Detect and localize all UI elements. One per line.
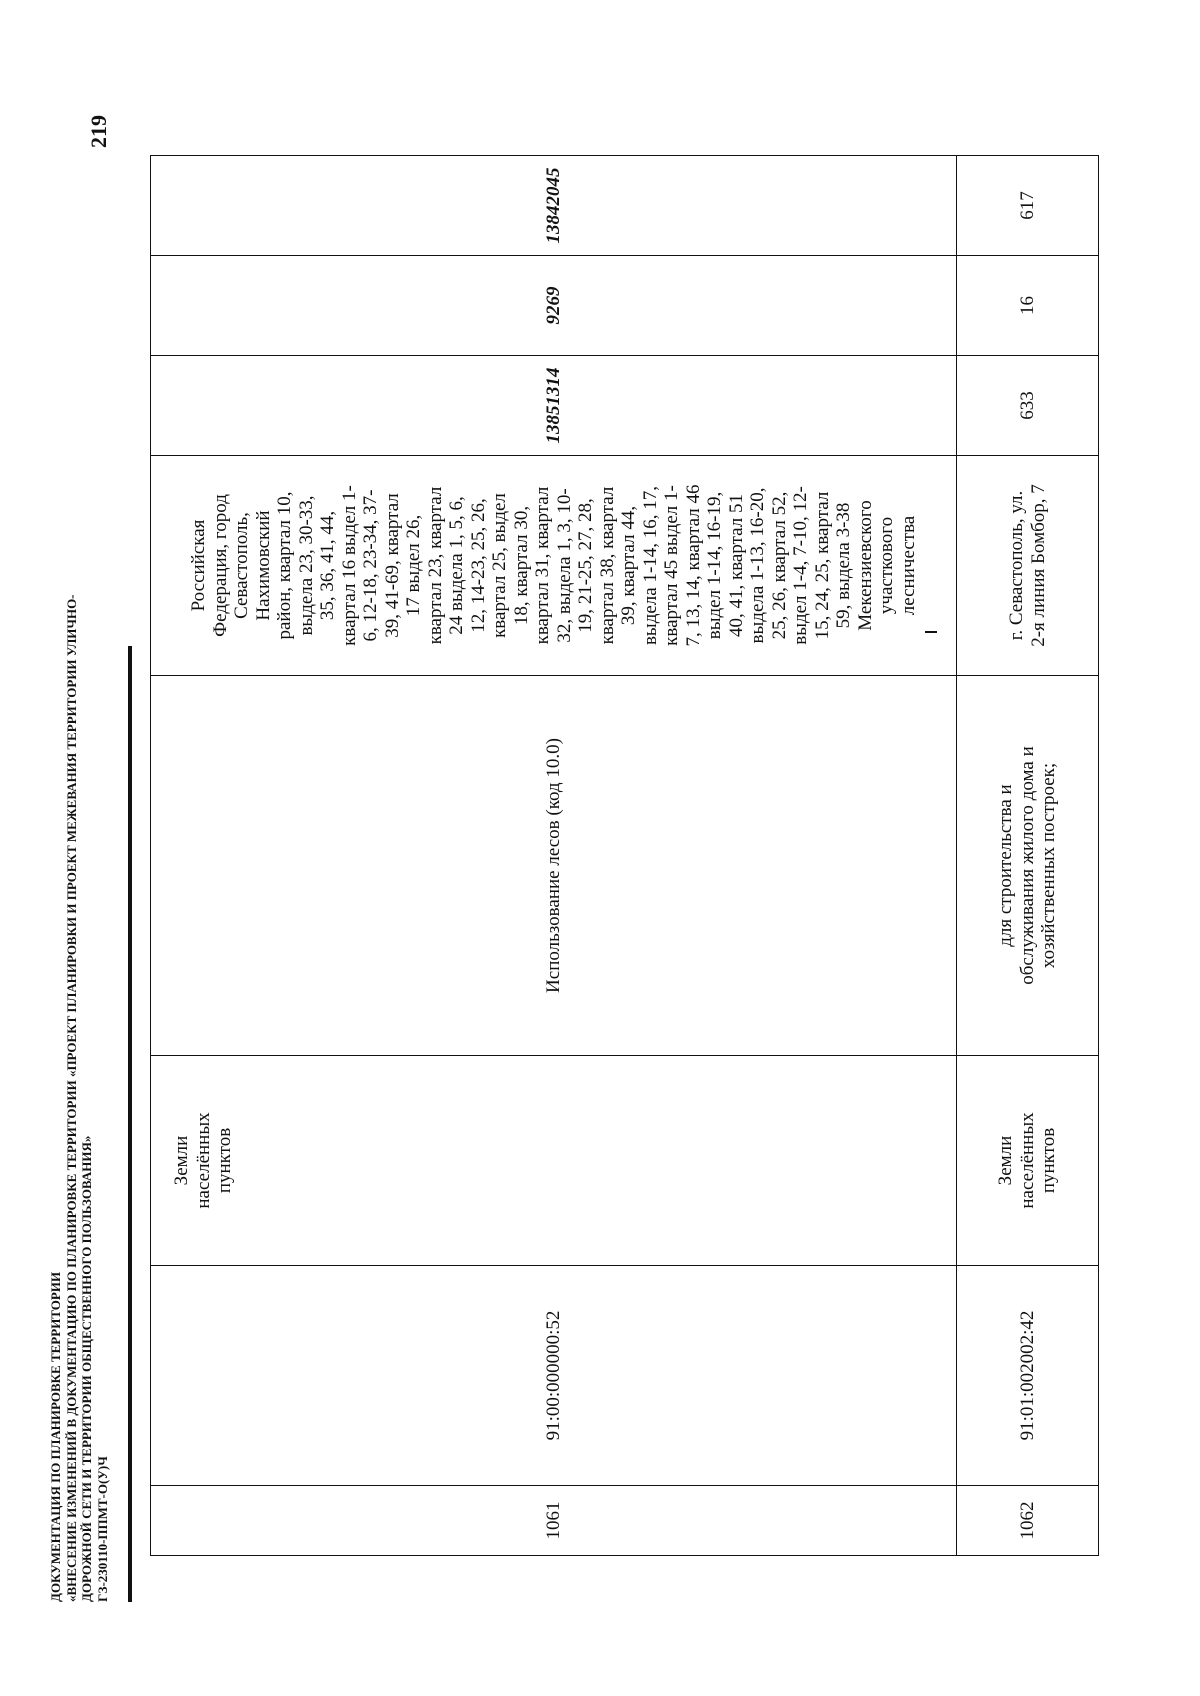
header-line-2: «ВНЕСЕНИЕ ИЗМЕНЕНИЙ В ДОКУМЕНТАЦИЮ ПО ПЛАНИРОВКЕ ТЕРРИТОРИИ «ПРОЕКТ ПЛАНИРОВКИ И ПРОЕКТ МЕЖЕВАНИЯ ТЕРРИТОРИИ УЛИЧНО- xyxy=(63,594,79,1602)
scan-mark xyxy=(925,631,937,633)
land-category-cell: Земли населённых пунктов xyxy=(957,1056,1099,1266)
document-page xyxy=(0,96,1200,1696)
address-cell: Российская Федерация, город Севастополь, Нахимовский район, квартал 10, выдела 23, 30-33, 35, 36, 41, 44, квартал 16 выдел 1- 6, 12-18, 23-34, 37- 39, 41-69, квартал 17 выдел 26, квартал 23, квартал 24 выдела 1, 5, 6, 12, 14-23, 25, 26, квартал 25, выдел 18, квартал 30, квартал 31, квартал 32, выдела 1, 3, 10- 19, 21-25, 27, 28, квартал 38, квартал 39, квартал 44, выдела 1-14, 16, 17, квартал 45 выдел 1- 7, 13, 14, квартал 46 выдел 1-14, 16-19, 40, 41, квартал 51 выдела 1-13, 16-20, 25, 26, квартал 52, выдел 1-4, 7-10, 12- 15, 24, 25, квартал 59, выдела 3-38 Мекензиевского участкового лесничества xyxy=(151,456,957,676)
area-total-cell: 13851314 xyxy=(151,356,957,456)
cadastral-number-cell: 91:00:000000:52 xyxy=(151,1266,957,1486)
land-category-cell: Земли населённых пунктов xyxy=(151,1056,957,1266)
page-number: 219 xyxy=(86,115,111,148)
area-part-cell: 9269 xyxy=(151,256,957,356)
permitted-use-cell: Использование лесов (код 10.0) xyxy=(151,676,957,1056)
row-number-cell: 1062 xyxy=(957,1486,1099,1556)
row-number-cell: 1061 xyxy=(151,1486,957,1556)
header-rule xyxy=(128,646,132,1602)
header-line-1: ДОКУМЕНТАЦИЯ ПО ПЛАНИРОВКЕ ТЕРРИТОРИИ xyxy=(48,1271,63,1602)
area-remaining-cell: 617 xyxy=(957,156,1099,256)
document-header xyxy=(48,582,110,1602)
area-total-cell: 633 xyxy=(957,356,1099,456)
header-line-3: ДОРОЖНОЙ СЕТИ И ТЕРРИТОРИИ ОБЩЕСТВЕННОГО ПОЛЬЗОВАНИЯ» xyxy=(79,1135,94,1602)
cadastral-number-cell: 91:01:002002:42 xyxy=(957,1266,1099,1486)
permitted-use-cell: для строительства и обслуживания жилого дома и хозяйственных построек; xyxy=(957,676,1099,1056)
land-plots-table xyxy=(150,155,1099,1556)
area-remaining-cell: 13842045 xyxy=(151,156,957,256)
address-cell: г. Севастополь, ул. 2-я линия Бомбор, 7 xyxy=(957,456,1099,676)
table-row xyxy=(957,156,1099,1556)
area-part-cell: 16 xyxy=(957,256,1099,356)
header-line-4: ГЗ-230110-ППМТ-О(У)Ч xyxy=(94,1456,110,1602)
table-row xyxy=(151,156,957,1556)
